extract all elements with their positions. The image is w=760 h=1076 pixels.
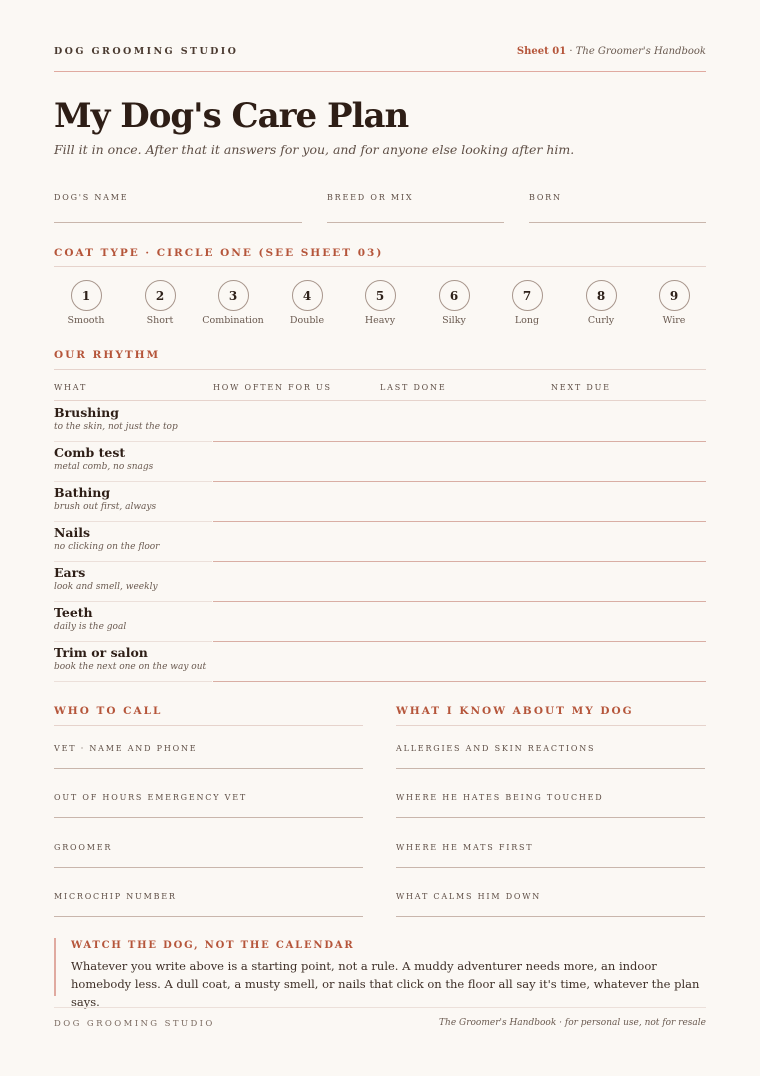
coat-number-circle: 8 — [586, 280, 617, 311]
callout-body: Whatever you write above is a starting point, not a rule. A muddy adventurer needs more, an indoor homebody less. A dull coat, a musty smell, or nails that click on the floor all say it's time, whatever the plan says. — [71, 959, 700, 1009]
mats-first-field[interactable] — [396, 835, 705, 875]
coat-label: Curly — [587, 315, 615, 326]
groomer-label: GROOMER — [54, 843, 113, 852]
vet-field[interactable] — [54, 736, 363, 776]
breed-field[interactable] — [327, 185, 504, 223]
hates-touched-line — [396, 817, 705, 818]
allergies-label: ALLERGIES AND SKIN REACTIONS — [396, 744, 596, 753]
coat-option-wire[interactable] — [639, 280, 709, 326]
mats-first-label: WHERE HE MATS FIRST — [396, 843, 534, 852]
page-subtitle: Fill it in once. After that it answers for you, and for anyone else looking after him. — [54, 142, 575, 157]
coat-label: Heavy — [364, 315, 396, 326]
coat-option-long[interactable] — [492, 280, 562, 326]
sheet-reference — [517, 46, 706, 57]
footer-note: The Groomer's Handbook · for personal use, not for resale — [439, 1018, 706, 1028]
coat-type-options — [54, 280, 706, 330]
breed-label: BREED OR MIX — [327, 193, 414, 202]
rhythm-row-brushing[interactable] — [54, 402, 706, 442]
task-note: daily is the goal — [54, 622, 127, 632]
rhythm-row-bathing[interactable] — [54, 482, 706, 522]
sheet-number: Sheet 01 — [516, 46, 567, 57]
rhythm-row-trim[interactable] — [54, 642, 706, 682]
task-name: Nails — [54, 525, 91, 540]
coat-number-circle: 9 — [659, 280, 690, 311]
microchip-line — [54, 916, 363, 917]
allergies-field[interactable] — [396, 736, 705, 776]
task-note: to the skin, not just the top — [54, 422, 178, 432]
task-name: Comb test — [54, 445, 126, 460]
coat-option-curly[interactable] — [566, 280, 636, 326]
born-line — [529, 222, 706, 223]
brand-name: DOG GROOMING STUDIO — [54, 46, 239, 57]
column-what: WHAT — [54, 383, 88, 392]
coat-number-circle: 4 — [292, 280, 323, 311]
groomer-line — [54, 867, 363, 868]
coat-label: Smooth — [67, 315, 105, 326]
task-note: look and smell, weekly — [54, 582, 158, 592]
coat-label: Short — [146, 315, 174, 326]
rhythm-row-nails[interactable] — [54, 522, 706, 562]
coat-number-circle: 5 — [365, 280, 396, 311]
page-title: My Dog's Care Plan — [54, 96, 409, 136]
sheet-title: The Groomer's Handbook — [575, 46, 706, 57]
coat-number-circle: 3 — [218, 280, 249, 311]
born-label: BORN — [529, 193, 562, 202]
coat-option-smooth[interactable] — [51, 280, 121, 326]
who-to-call-divider — [54, 725, 363, 726]
coat-type-heading: COAT TYPE · CIRCLE ONE (SEE SHEET 03) — [54, 247, 384, 259]
task-name: Teeth — [54, 605, 93, 620]
allergies-line — [396, 768, 705, 769]
emergency-vet-field[interactable] — [54, 785, 363, 825]
coat-option-double[interactable] — [272, 280, 342, 326]
column-last-done: LAST DONE — [380, 383, 447, 392]
column-next-due: NEXT DUE — [551, 383, 611, 392]
calms-field[interactable] — [396, 884, 705, 924]
dog-name-line — [54, 222, 302, 223]
emergency-vet-label: OUT OF HOURS EMERGENCY VET — [54, 793, 247, 802]
task-name: Bathing — [54, 485, 111, 500]
hates-touched-label: WHERE HE HATES BEING TOUCHED — [396, 793, 604, 802]
calms-line — [396, 916, 705, 917]
rhythm-row-ears[interactable] — [54, 562, 706, 602]
callout-heading: WATCH THE DOG, NOT THE CALENDAR — [71, 940, 355, 951]
breed-line — [327, 222, 504, 223]
dog-name-field[interactable] — [54, 185, 302, 223]
rhythm-header-rule — [54, 400, 706, 401]
coat-label: Combination — [202, 315, 264, 326]
coat-option-short[interactable] — [125, 280, 195, 326]
about-dog-divider — [396, 725, 706, 726]
task-note: book the next one on the way out — [54, 662, 207, 672]
column-how-often: HOW OFTEN FOR US — [213, 383, 332, 392]
row-rule — [54, 681, 212, 682]
microchip-label: MICROCHIP NUMBER — [54, 892, 177, 901]
row-entry-line — [213, 681, 706, 682]
sheet-separator: · — [566, 46, 576, 57]
rhythm-divider — [54, 369, 706, 370]
coat-label: Long — [514, 315, 540, 326]
born-field[interactable] — [529, 185, 706, 223]
rhythm-heading: OUR RHYTHM — [54, 349, 161, 361]
task-name: Brushing — [54, 405, 119, 420]
rhythm-row-comb-test[interactable] — [54, 442, 706, 482]
coat-label: Wire — [662, 315, 686, 326]
top-header — [54, 46, 706, 64]
mats-first-line — [396, 867, 705, 868]
coat-option-silky[interactable] — [419, 280, 489, 326]
footer-brand: DOG GROOMING STUDIO — [54, 1019, 215, 1029]
coat-label: Silky — [442, 315, 466, 326]
coat-number-circle: 2 — [145, 280, 176, 311]
coat-number-circle: 7 — [512, 280, 543, 311]
about-dog-heading: WHAT I KNOW ABOUT MY DOG — [396, 705, 634, 717]
groomer-field[interactable] — [54, 835, 363, 875]
task-name: Trim or salon — [54, 645, 148, 660]
coat-option-heavy[interactable] — [345, 280, 415, 326]
calms-label: WHAT CALMS HIM DOWN — [396, 892, 542, 901]
header-divider — [54, 71, 706, 72]
coat-label: Double — [289, 315, 325, 326]
coat-number-circle: 1 — [71, 280, 102, 311]
coat-type-divider — [54, 266, 706, 267]
vet-line — [54, 768, 363, 769]
tip-callout — [54, 938, 706, 1009]
microchip-field[interactable] — [54, 884, 363, 924]
task-note: no clicking on the floor — [54, 542, 160, 552]
dog-name-label: DOG'S NAME — [54, 193, 129, 202]
task-note: brush out first, always — [54, 502, 157, 512]
task-note: metal comb, no snags — [54, 462, 154, 472]
vet-label: VET · NAME AND PHONE — [54, 744, 198, 753]
hates-touched-field[interactable] — [396, 785, 705, 825]
rhythm-row-teeth[interactable] — [54, 602, 706, 642]
task-name: Ears — [54, 565, 86, 580]
footer-divider — [54, 1007, 706, 1008]
coat-number-circle: 6 — [439, 280, 470, 311]
emergency-vet-line — [54, 817, 363, 818]
care-plan-sheet — [54, 0, 706, 1076]
coat-option-combination[interactable] — [198, 280, 268, 326]
who-to-call-heading: WHO TO CALL — [54, 705, 163, 717]
